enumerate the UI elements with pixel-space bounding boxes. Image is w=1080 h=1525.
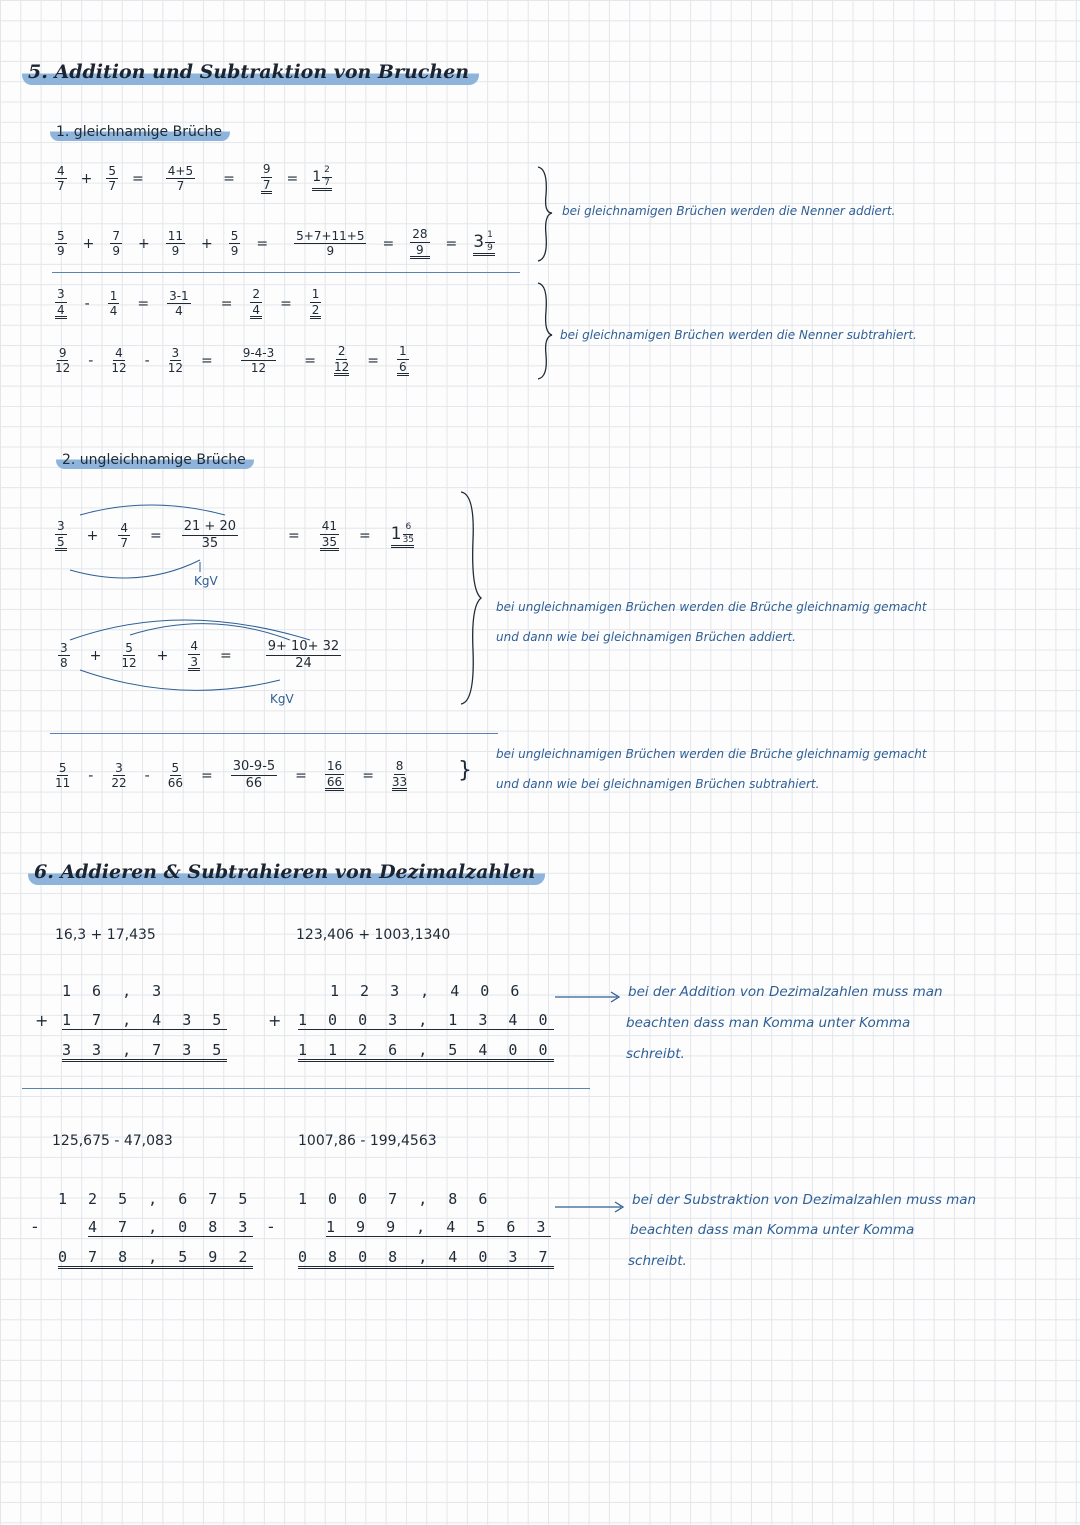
task-2: 123,406 + 1003,1340 <box>296 927 451 943</box>
kgv-label-1: KgV <box>194 574 218 588</box>
divider-2 <box>50 733 498 734</box>
note-ungleich-sub-1: bei ungleichnamigen Brüchen werden die Brüche gleichnamig gemacht <box>496 747 927 761</box>
task-1: 16,3 + 17,435 <box>55 927 156 943</box>
ex2-line1: 1 2 3 , 4 0 6 <box>330 982 526 1000</box>
fraction-row-1: $\frac{4}{7}$ + $\frac{5}{7}$ = $\frac{4+5}{7}$ = $\frac{9}{7}$ = 1 $\frac{2}{7}$ <box>57 162 330 194</box>
note-ungleich-add-1: bei ungleichnamigen Brüchen werden die Brüche gleichnamig gemacht <box>496 600 927 614</box>
divider <box>52 272 520 273</box>
ex1-op: + <box>35 1011 49 1030</box>
fraction-row-6: $\frac{3}{8}$ + $\frac{5}{12}$ + $\frac{4}{3}$ = $\frac{9+ 10+ 32}{24}$ <box>60 639 340 672</box>
ex1-line2: 1 7 , 4 3 5 <box>62 1011 228 1029</box>
arrow-right-icon-2 <box>555 1200 630 1214</box>
ex2-line3: 1 1 2 6 , 5 4 0 0 <box>298 1041 554 1062</box>
section-5-title: 5. Addition und Subtraktion von Bruchen <box>22 60 479 85</box>
note-addition-2: beachten dass man Komma unter Komma <box>626 1015 911 1031</box>
note-subtraction-2: beachten dass man Komma unter Komma <box>630 1222 915 1238</box>
ex3-line3: 0 7 8 , 5 9 2 <box>58 1248 253 1269</box>
fraction-row-2: $\frac{5}{9}$ + $\frac{7}{9}$ + $\frac{11}{9}$ + $\frac{5}{9}$ = $\frac{5+7+11+5}{9}$ = $\frac{28}{9}$ = 3 $\frac{1}{9}$ <box>57 227 493 259</box>
fraction-row-7: $\frac{5}{11}$ - $\frac{3}{22}$ - $\frac{5}{66}$ = $\frac{30-9-5}{66}$ = $\frac{16}{66}$ = $\frac{8}{33}$ <box>55 759 408 792</box>
ex2-line2: 1 0 0 3 , 1 3 4 0 <box>298 1011 554 1029</box>
note-ungleich-add-2: und dann wie bei gleichnamigen Brüchen addiert. <box>496 630 796 644</box>
ex3-op: - <box>32 1217 38 1236</box>
ex3-line1: 1 2 5 , 6 7 5 <box>58 1190 254 1208</box>
ex4-line2: 1 9 9 , 4 5 6 3 <box>326 1218 552 1236</box>
section-6-title: 6. Addieren & Subtrahieren von Dezimalzahlen <box>28 860 545 885</box>
note-subtraction-3: schreibt. <box>628 1253 687 1269</box>
arrow-right-icon <box>555 990 625 1004</box>
note-gleichnamig-sub: bei gleichnamigen Brüchen werden die Nenner subtrahiert. <box>560 328 917 342</box>
fraction-row-3: $\frac{3}{4}$ - $\frac{1}{4}$ = $\frac{3-1}{4}$ = $\frac{2}{4}$ = $\frac{1}{2}$ <box>57 287 320 319</box>
arrows-decor <box>60 500 260 590</box>
note-gleichnamig-add: bei gleichnamigen Brüchen werden die Nenner addiert. <box>562 204 896 218</box>
ex3-line2: 4 7 , 0 8 3 <box>88 1218 254 1236</box>
ex4-op: - <box>268 1217 274 1236</box>
subheading-2: 2. ungleichnamige Brüche <box>56 452 254 469</box>
note-subtraction-1: bei der Substraktion von Dezimalzahlen muss man <box>632 1192 977 1208</box>
fraction-row-5: $\frac{3}{5}$ + $\frac{4}{7}$ = $\frac{21 + 20}{35}$ = $\frac{41}{35}$ = 1 $\frac{6}{35}$ <box>57 519 415 552</box>
arrows-decor-2 <box>60 610 320 710</box>
ex1-line3: 3 3 , 7 3 5 <box>62 1041 227 1062</box>
brace-icon-2 <box>455 490 485 710</box>
note-addition-1: bei der Addition von Dezimalzahlen muss man <box>628 984 943 1000</box>
ex4-line3: 0 8 0 8 , 4 0 3 7 <box>298 1248 554 1269</box>
ex1-line1: 1 6 , 3 <box>62 982 168 1000</box>
brace-icon <box>530 165 560 385</box>
note-ungleich-sub-2: und dann wie bei gleichnamigen Brüchen subtrahiert. <box>496 777 820 791</box>
ex2-op: + <box>268 1011 282 1030</box>
ex4-line1: 1 0 0 7 , 8 6 <box>298 1190 494 1208</box>
note-addition-3: schreibt. <box>626 1046 685 1062</box>
brace-small: } <box>458 758 472 783</box>
fraction-row-4: $\frac{9}{12}$ - $\frac{4}{12}$ - $\frac{3}{12}$ = $\frac{9-4-3}{12}$ = $\frac{2}{12}$ = $\frac{1}{6}$ <box>55 344 407 376</box>
divider-3 <box>22 1088 590 1089</box>
kgv-label-2: KgV <box>270 692 294 706</box>
task-4: 1007,86 - 199,4563 <box>298 1133 437 1149</box>
task-3: 125,675 - 47,083 <box>52 1133 173 1149</box>
subheading-1: 1. gleichnamige Brüche <box>50 124 230 141</box>
